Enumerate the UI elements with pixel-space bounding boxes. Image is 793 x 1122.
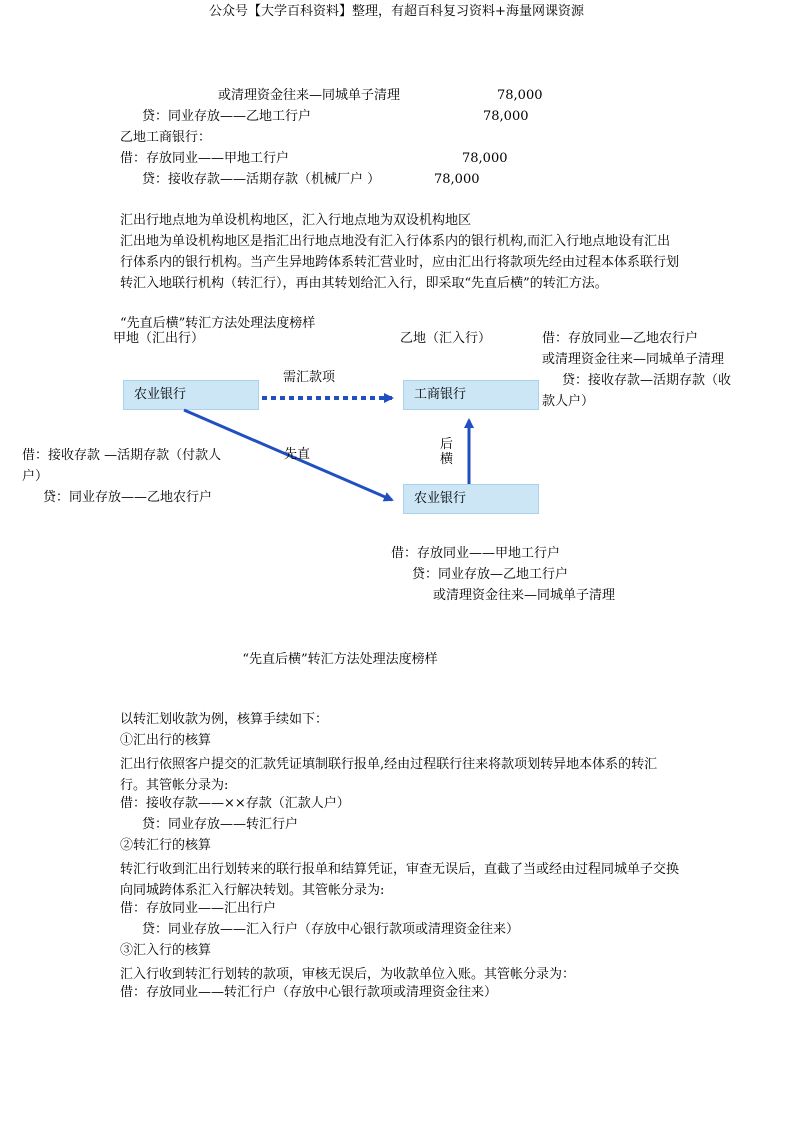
note-left-line: 借：接收存款 —活期存款（付款人 bbox=[22, 448, 222, 463]
box-label: 工商银行 bbox=[414, 386, 467, 402]
entry-line: 贷：同业存放——乙地工行户 bbox=[142, 109, 312, 124]
note-left-line: 户） bbox=[22, 469, 49, 484]
box-label: 农业银行 bbox=[414, 490, 467, 506]
right-place-label: 乙地（汇入行） bbox=[400, 331, 492, 346]
box-label: 农业银行 bbox=[134, 386, 187, 402]
step2-credit: 贷：同业存放——汇入行户（存放中心银行款项或清理资金往来） bbox=[142, 922, 520, 937]
note-bottom-line: 借：存放同业——甲地工行户 bbox=[391, 546, 561, 561]
step3-body: 汇入行收到转汇行划转的款项，审核无误后，为收款单位入账。其管帐分录为： bbox=[120, 967, 576, 982]
page-header: 公众号【大学百科资料】整理，有超百科复习资料+海量网课资源 bbox=[209, 4, 584, 19]
entry-amount: 78,000 bbox=[497, 88, 543, 103]
procedure-intro: 以转汇划收款为例，核算手续如下： bbox=[120, 712, 329, 727]
step2-debit: 借：存放同业——汇出行户 bbox=[120, 901, 277, 916]
step3-title: ③汇入行的核算 bbox=[120, 943, 212, 958]
step1-body: 汇出行依照客户提交的汇款凭证填制联行报单,经由过程联行往来将款项划转异地本体系的转汇行。其管帐分录为: bbox=[120, 757, 658, 793]
diagonal-arrow-label: 先直 bbox=[284, 447, 311, 462]
intro-body: 汇出地为单设机构地区是指汇出行地点地没有汇入行体系内的银行机构,而汇入行地点地设有汇出行体系内的银行机构。当产生异地跨体系转汇营业时，应由汇出行将款项先经由过程本体系联行划转汇入地联行机构（转汇行），再由其转划给汇入行，即采取“先直后横”的转汇方法。 bbox=[120, 234, 680, 291]
entry-amount: 78,000 bbox=[434, 172, 480, 187]
step2-body: 转汇行收到汇出行划转来的联行报单和结算凭证，审查无误后，直截了当或经由过程同城单子交换向同城跨体系汇入行解决转划。其管帐分录为: bbox=[120, 862, 680, 898]
step1-debit: 借：接收存款——××存款（汇款人户） bbox=[120, 796, 350, 811]
note-right-line: 或清理资金往来—同城单子清理 bbox=[542, 352, 725, 367]
entry-line: 乙地工商银行： bbox=[120, 130, 212, 145]
note-bottom-line: 或清理资金往来—同城单子清理 bbox=[433, 588, 616, 603]
diagram-title: “先直后横”转汇方法处理法度榜样 bbox=[120, 316, 316, 331]
step1-credit: 贷：同业存放——转汇行户 bbox=[142, 817, 299, 832]
vertical-arrow-label-2: 横 bbox=[440, 452, 454, 467]
left-place-label: 甲地（汇出行） bbox=[113, 331, 205, 346]
step2-title: ②转汇行的核算 bbox=[120, 838, 212, 853]
entry-line: 或清理资金往来—同城单子清理 bbox=[218, 88, 401, 103]
entry-line: 贷：接收存款——活期存款（机械厂户 ） bbox=[142, 172, 381, 187]
note-right-line: 款人户） bbox=[542, 394, 595, 409]
note-right-line: 贷：接收存款—活期存款（收 bbox=[562, 373, 732, 388]
dotted-arrow-label: 需汇款项 bbox=[283, 370, 336, 385]
step3-debit: 借：存放同业——转汇行户（存放中心银行款项或清理资金往来） bbox=[120, 985, 498, 1000]
entry-line: 借：存放同业——甲地工行户 bbox=[120, 151, 290, 166]
entry-amount: 78,000 bbox=[462, 151, 508, 166]
note-left-line: 贷：同业存放——乙地农行户 bbox=[43, 490, 213, 505]
note-right-line: 借：存放同业—乙地农行户 bbox=[542, 331, 699, 346]
step1-title: ①汇出行的核算 bbox=[120, 733, 212, 748]
figure-caption: “先直后横”转汇方法处理法度榜样 bbox=[242, 652, 438, 667]
vertical-arrow-label-1: 后 bbox=[440, 437, 454, 452]
note-bottom-line: 贷：同业存放—乙地工行户 bbox=[412, 567, 569, 582]
entry-amount: 78,000 bbox=[483, 109, 529, 124]
intro-heading: 汇出行地点地为单设机构地区，汇入行地点地为双设机构地区 bbox=[120, 213, 472, 228]
